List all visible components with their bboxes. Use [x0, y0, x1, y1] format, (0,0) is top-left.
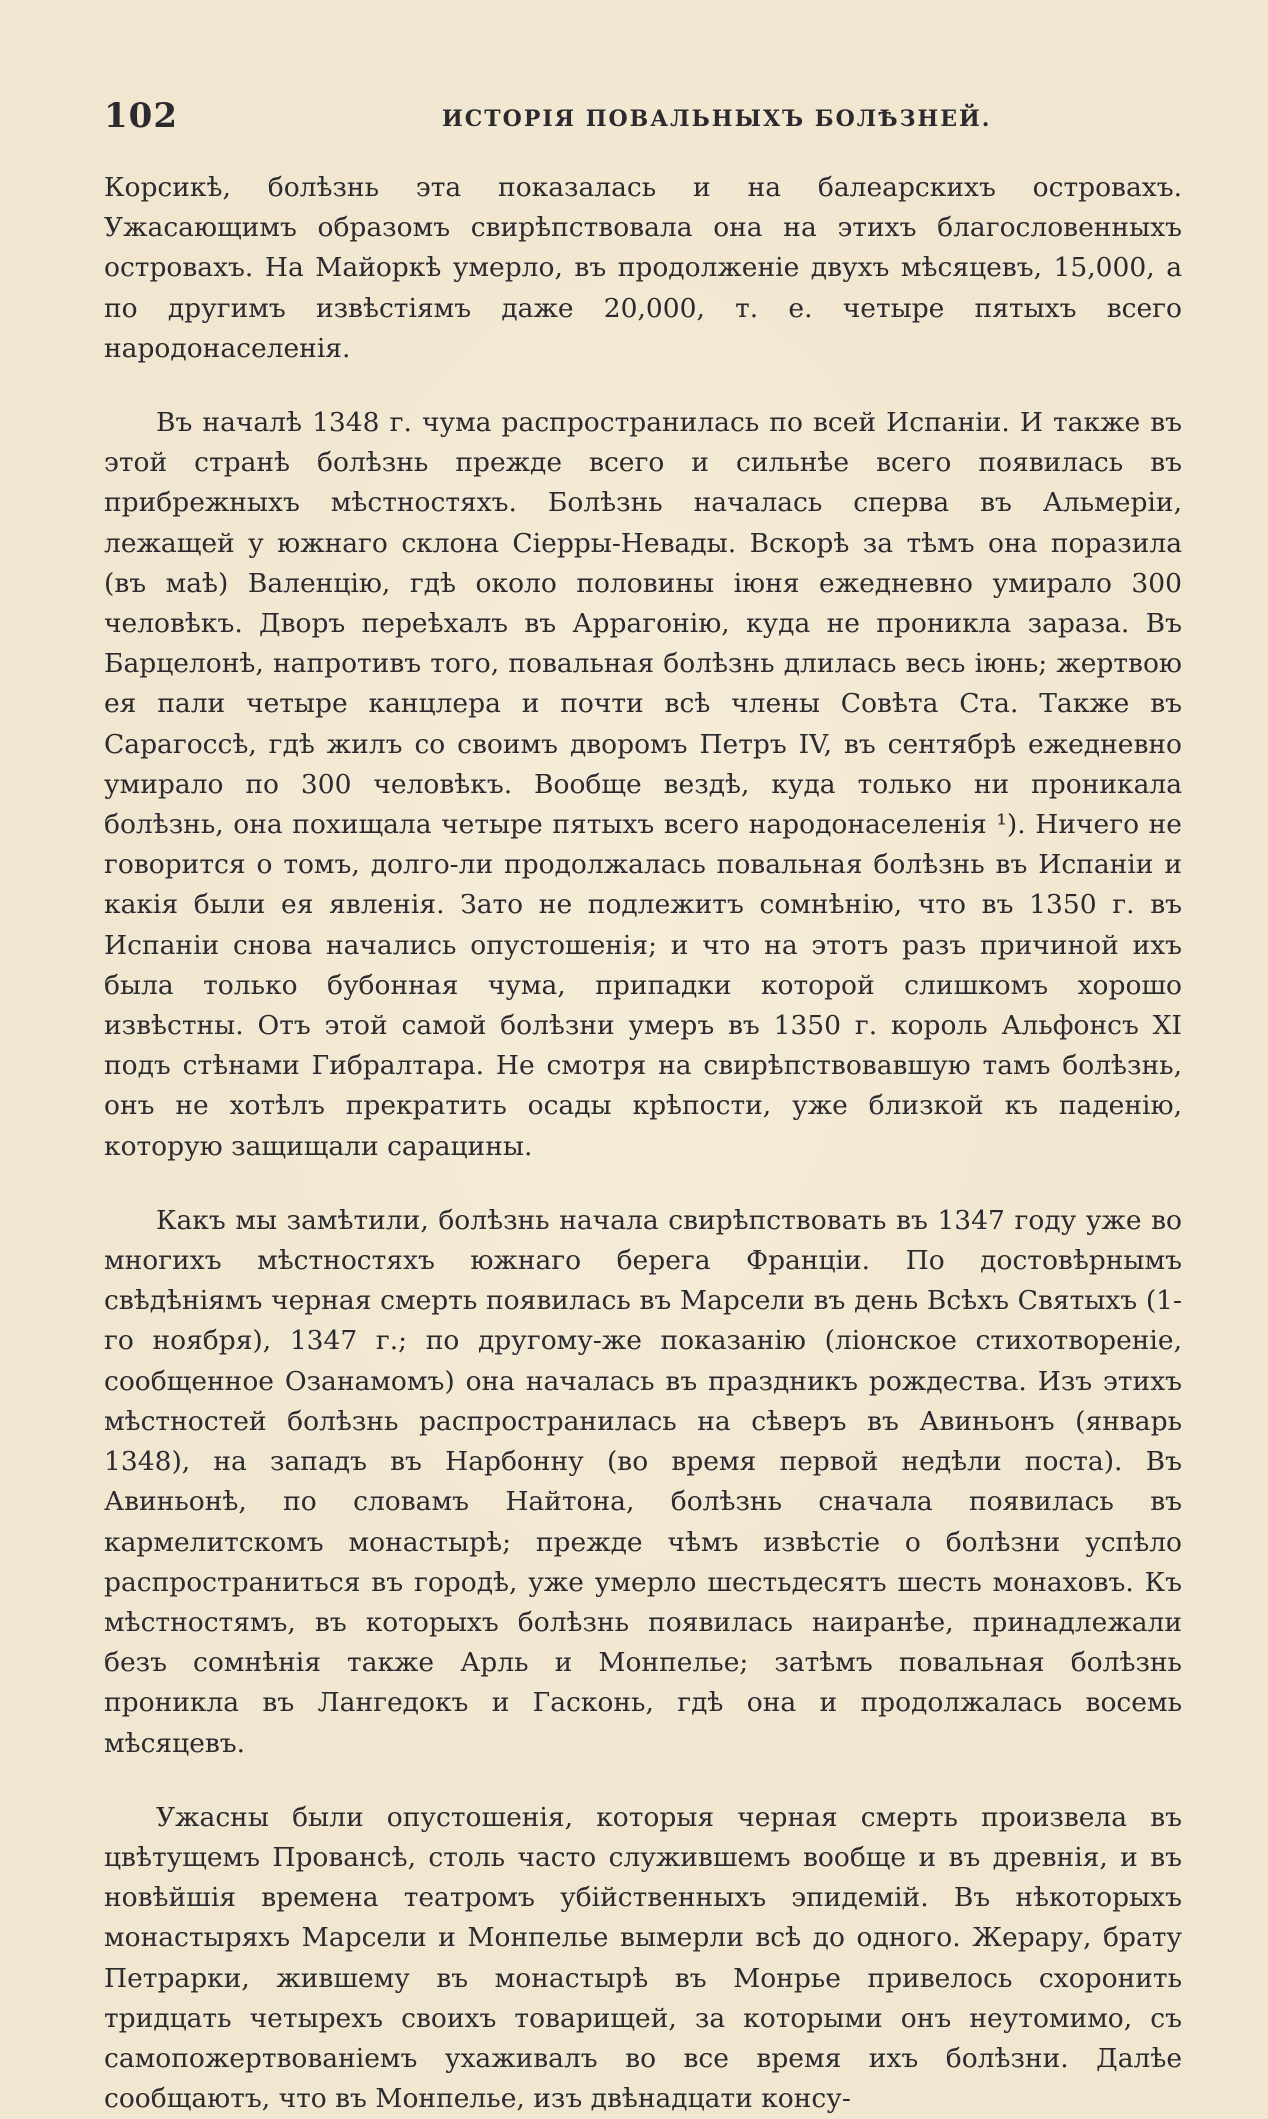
- paragraph-4: Ужасны были опустошенія, которыя черная смерть произвела въ цвѣтущемъ Провансѣ, столь часто служившемъ вообще и въ древнія, и въ новѣйшія времена театромъ убійственныхъ эпидемій. Въ нѣкоторыхъ монастыряхъ Марсели и Монпелье вымерли всѣ до одного. Жерару, брату Петрарки, жившему въ монастырѣ въ Монрье привелось схоронить тридцать четырехъ своихъ товарищей, за которыми онъ неутомимо, съ самопожертвованіемъ ухаживалъ во все время ихъ болѣзни. Далѣе сообщаютъ, что въ Монпелье, изъ двѣнадцати консу-: [104, 1801, 1182, 2115]
- running-head: ИСТОРІЯ ПОВАЛЬНЫХЪ БОЛѢЗНЕЙ.: [442, 106, 992, 132]
- paragraph-3: Какъ мы замѣтили, болѣзнь начала свирѣпствовать въ 1347 году уже во многихъ мѣстностяхъ южнаго берега Франціи. По достовѣрнымъ свѣдѣніямъ черная смерть появилась въ Марсели въ день Всѣхъ Святыхъ (1-го ноября), 1347 г.; по другому-же показанію (ліонское стихотвореніе, сообщенное Озанамомъ) она началась въ праздникъ рождества. Изъ этихъ мѣстностей болѣзнь распространилась на сѣверъ въ Авиньонъ (январь 1348), на западъ въ Нарбонну (во время первой недѣли поста). Въ Авиньонѣ, по словамъ Найтона, болѣзнь сначала появилась въ кармелитскомъ монастырѣ; прежде чѣмъ извѣстіе о болѣзни успѣло распространиться въ городѣ, уже умерло шестьдесятъ шесть монаховъ. Къ мѣстностямъ, въ которыхъ болѣзнь появилась наиранѣе, принадлежали безъ сомнѣнія также Арль и Монпелье; затѣмъ повальная болѣзнь проникла въ Лангедокъ и Гасконь, гдѣ она и продолжалась восемь мѣсяцевъ.: [104, 1204, 1182, 1759]
- page-number: 102: [104, 96, 178, 136]
- paragraph-1: Корсикѣ, болѣзнь эта показалась и на балеарскихъ островахъ. Ужасающимъ образомъ свирѣпствовала она на этихъ благословенныхъ островахъ. На Майоркѣ умерло, въ продолженіе двухъ мѣсяцевъ, 15,000, а по другимъ извѣстіямъ даже 20,000, т. е. четыре пятыхъ всего народонаселенія.: [104, 172, 1182, 364]
- paragraph-2: Въ началѣ 1348 г. чума распространилась по всей Испаніи. И также въ этой странѣ болѣзнь прежде всего и сильнѣе всего появилась въ прибрежныхъ мѣстностяхъ. Болѣзнь началась сперва въ Альмеріи, лежащей у южнаго склона Сіерры-Невады. Вскорѣ за тѣмъ она поразила (въ маѣ) Валенцію, гдѣ около половины іюня ежедневно умирало 300 человѣкъ. Дворъ переѣхалъ въ Аррагонію, куда не проникла зараза. Въ Барцелонѣ, напротивъ того, повальная болѣзнь длилась весь іюнь; жертвою ея пали четыре канцлера и почти всѣ члены Совѣта Ста. Также въ Сарагоссѣ, гдѣ жилъ со своимъ дворомъ Петръ IV, въ сентябрѣ ежедневно умирало по 300 человѣкъ. Вообще вездѣ, куда только ни проникала болѣзнь, она похищала четыре пятыхъ всего народонаселенія ¹). Ничего не говорится о томъ, долго-ли продолжалась повальная болѣзнь въ Испаніи и какія были ея явленія. Зато не подлежитъ сомнѣнію, что въ 1350 г. въ Испаніи снова начались опустошенія; и что на этотъ разъ причиной ихъ была только бубонная чума, припадки которой слишкомъ хорошо извѣстны. Отъ этой самой болѣзни умеръ въ 1350 г. король Альфонсъ XI подъ стѣнами Гибралтара. Не смотря на свирѣпствовавшую тамъ болѣзнь, онъ не хотѣлъ прекратить осады крѣпости, уже близкой къ паденію, которую защищали сарацины.: [104, 407, 1182, 1162]
- body-text: [104, 168, 1182, 2119]
- page-header: [104, 96, 1172, 144]
